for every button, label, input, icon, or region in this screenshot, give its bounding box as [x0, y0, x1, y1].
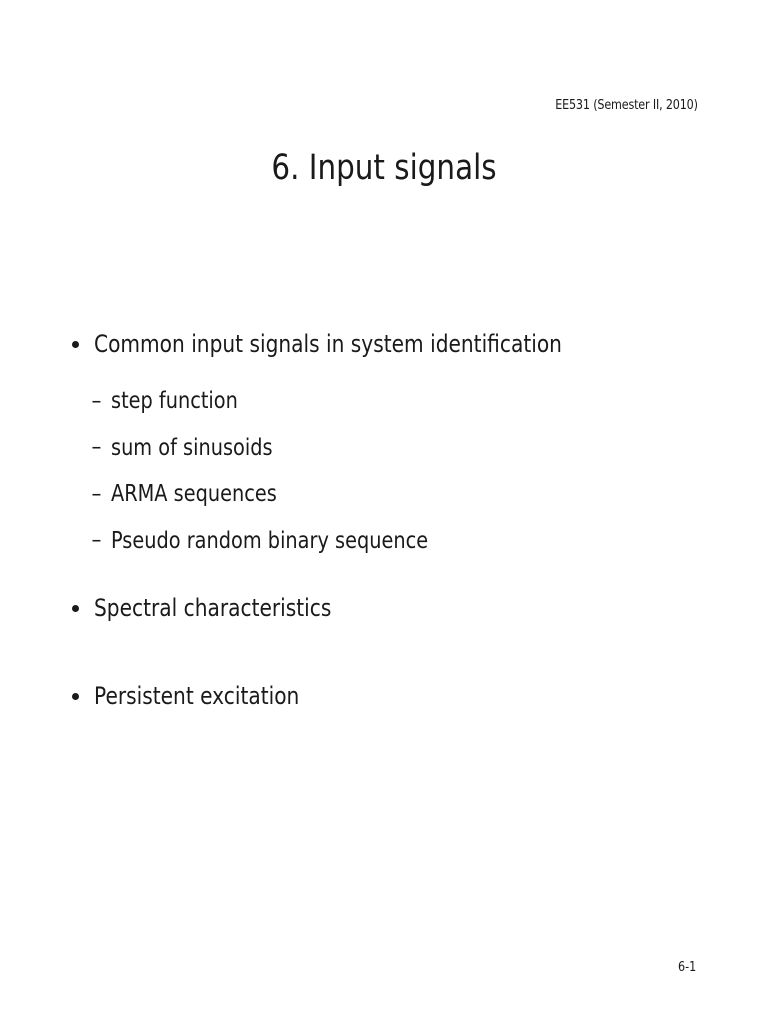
- sub-item-label: sum of sinusoids: [111, 434, 273, 461]
- bullet-item-spectral-characteristics: [72, 590, 651, 626]
- dash-icon: –: [91, 481, 102, 507]
- bullet-dot-icon: [72, 341, 79, 348]
- sub-item-label: ARMA sequences: [111, 481, 277, 508]
- bullet-dot-icon: [72, 693, 79, 700]
- sub-item-arma-sequences: [91, 471, 651, 518]
- sub-item-label: step function: [111, 388, 238, 415]
- sub-item-step-function: [91, 378, 651, 425]
- bullet-label: Common input signals in system identification: [94, 330, 562, 358]
- bullet-item-persistent-excitation: [72, 678, 651, 714]
- sub-list: [72, 378, 651, 564]
- slide-title: 6. Input signals: [271, 148, 497, 188]
- bullet-label: Persistent excitation: [94, 682, 300, 710]
- page-number: 6-1: [677, 960, 696, 975]
- bullet-list: [72, 326, 651, 714]
- dash-icon: –: [91, 435, 102, 461]
- sub-item-label: Pseudo random binary sequence: [111, 527, 429, 554]
- dash-icon: –: [91, 388, 102, 414]
- sub-item-prbs: [91, 518, 651, 565]
- bullet-dot-icon: [72, 605, 79, 612]
- dash-icon: –: [91, 528, 102, 554]
- bullet-item-common-input-signals: [72, 326, 651, 564]
- course-header: EE531 (Semester II, 2010): [555, 98, 698, 113]
- sub-item-sum-of-sinusoids: [91, 425, 651, 472]
- bullet-label: Spectral characteristics: [94, 594, 332, 622]
